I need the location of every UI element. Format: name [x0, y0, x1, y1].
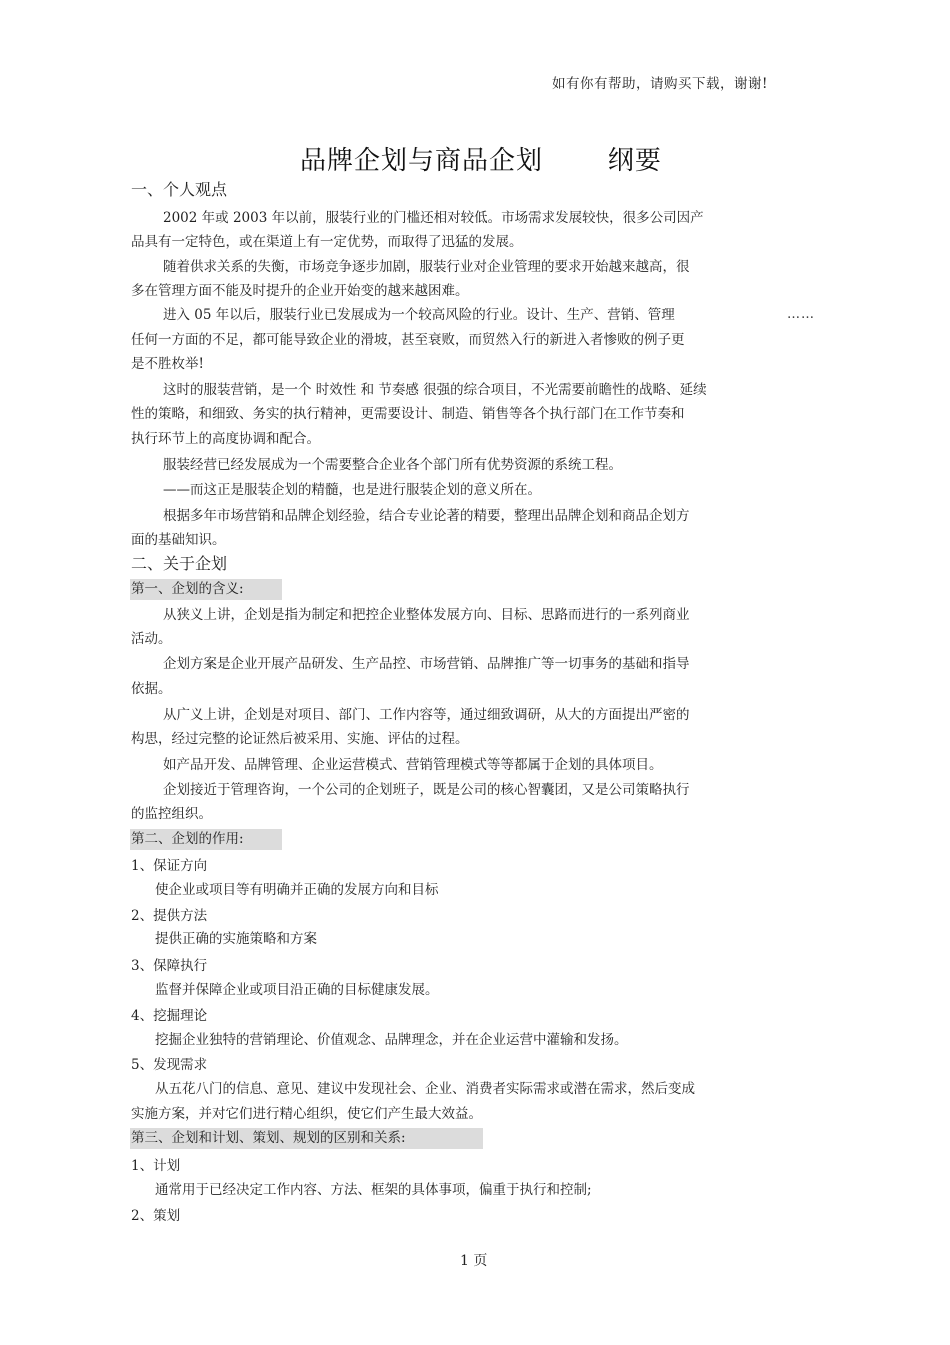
- list-item-title: 3、保障执行: [131, 958, 208, 974]
- paragraph-line: 根据多年市场营销和品牌企划经验，结合专业论著的精要，整理出品牌企划和商品企划方: [163, 508, 690, 524]
- list-item-desc: 通常用于已经决定工作内容、方法、框架的具体事项，偏重于执行和控制;: [155, 1182, 592, 1198]
- list-item-desc: 监督并保障企业或项目沿正确的目标健康发展。: [155, 982, 439, 998]
- paragraph-line: 如产品开发、品牌管理、企业运营模式、营销管理模式等等都属于企划的具体项目。: [163, 757, 663, 773]
- paragraph-line: 服装经营已经发展成为一个需要整合企业各个部门所有优势资源的系统工程。: [163, 457, 622, 473]
- paragraph-line: 企划方案是企业开展产品研发、生产品控、市场营销、品牌推广等一切事务的基础和指导: [163, 656, 690, 672]
- paragraph-line: 执行环节上的高度协调和配合。: [131, 431, 320, 447]
- list-item-title: 1、计划: [131, 1158, 181, 1174]
- paragraph-line: 进入 05 年以后，服装行业已发展成为一个较高风险的行业。设计、生产、营销、管理: [163, 307, 675, 323]
- section-heading: 二、关于企划: [131, 554, 228, 573]
- list-item-title: 2、策划: [131, 1208, 181, 1224]
- paragraph-line: 面的基础知识。: [131, 532, 226, 548]
- ellipsis-mark: ……: [787, 307, 815, 322]
- subheading: 第一、企划的含义:: [131, 581, 244, 597]
- paragraph-line: 多在管理方面不能及时提升的企业开始变的越来越困难。: [131, 283, 469, 299]
- paragraph-line: 任何一方面的不足，都可能导致企业的滑坡，甚至衰败，而贸然入行的新进入者惨败的例子更: [131, 332, 685, 348]
- paragraph-line: ——而这正是服装企划的精髓，也是进行服装企划的意义所在。: [163, 482, 541, 498]
- section-heading: 一、个人观点: [131, 180, 228, 199]
- paragraph-line: 2002 年或 2003 年以前，服装行业的门槛还相对较低。市场需求发展较快，很多公司因产: [163, 210, 704, 226]
- paragraph-line: 依据。: [131, 681, 172, 697]
- paragraph-line: 活动。: [131, 631, 172, 647]
- paragraph-line: 构思，经过完整的论证然后被采用、实施、评估的过程。: [131, 731, 469, 747]
- paragraph-line: 实施方案，并对它们进行精心组织，使它们产生最大效益。: [131, 1106, 482, 1122]
- subheading: 第三、企划和计划、策划、规划的区别和关系:: [131, 1130, 406, 1146]
- paragraph-line: 随着供求关系的失衡，市场竞争逐步加剧，服装行业对企业管理的要求开始越来越高，很: [163, 259, 690, 275]
- list-item-desc: 挖掘企业独特的营销理论、价值观念、品牌理念，并在企业运营中灌输和发扬。: [155, 1032, 628, 1048]
- list-item-title: 1、保证方向: [131, 858, 208, 874]
- paragraph-line: 这时的服装营销，是一个 时效性 和 节奏感 很强的综合项目，不光需要前瞻性的战略、延续: [163, 382, 707, 398]
- paragraph-line: 性的策略，和细致、务实的执行精神，更需要设计、制造、销售等各个执行部门在工作节奏和: [131, 406, 685, 422]
- list-item-title: 5、发现需求: [131, 1057, 208, 1073]
- paragraph-line: 从狭义上讲，企划是指为制定和把控企业整体发展方向、目标、思路而进行的一系列商业: [163, 607, 690, 623]
- paragraph-line: 企划接近于管理咨询，一个公司的企划班子，既是公司的核心智囊团，又是公司策略执行: [163, 782, 690, 798]
- list-item-title: 4、挖掘理论: [131, 1008, 208, 1024]
- subheading: 第二、企划的作用:: [131, 831, 244, 847]
- document-title: 品牌企划与商品企划 纲要: [300, 146, 662, 176]
- list-item-title: 2、提供方法: [131, 908, 208, 924]
- paragraph-line: 品具有一定特色，或在渠道上有一定优势，而取得了迅猛的发展。: [131, 234, 523, 250]
- list-item-desc: 使企业或项目等有明确并正确的发展方向和目标: [155, 882, 439, 898]
- paragraph-line: 是不胜枚举!: [131, 356, 204, 372]
- page-number: 1 页: [460, 1253, 488, 1269]
- paragraph-line: 的监控组织。: [131, 806, 212, 822]
- paragraph-line: 从广义上讲，企划是对项目、部门、工作内容等，通过细致调研，从大的方面提出严密的: [163, 707, 690, 723]
- list-item-desc: 从五花八门的信息、意见、建议中发现社会、企业、消费者实际需求或潜在需求，然后变成: [155, 1081, 695, 1097]
- list-item-desc: 提供正确的实施策略和方案: [155, 931, 317, 947]
- header-note: 如有你有帮助，请购买下载，谢谢!: [552, 76, 768, 92]
